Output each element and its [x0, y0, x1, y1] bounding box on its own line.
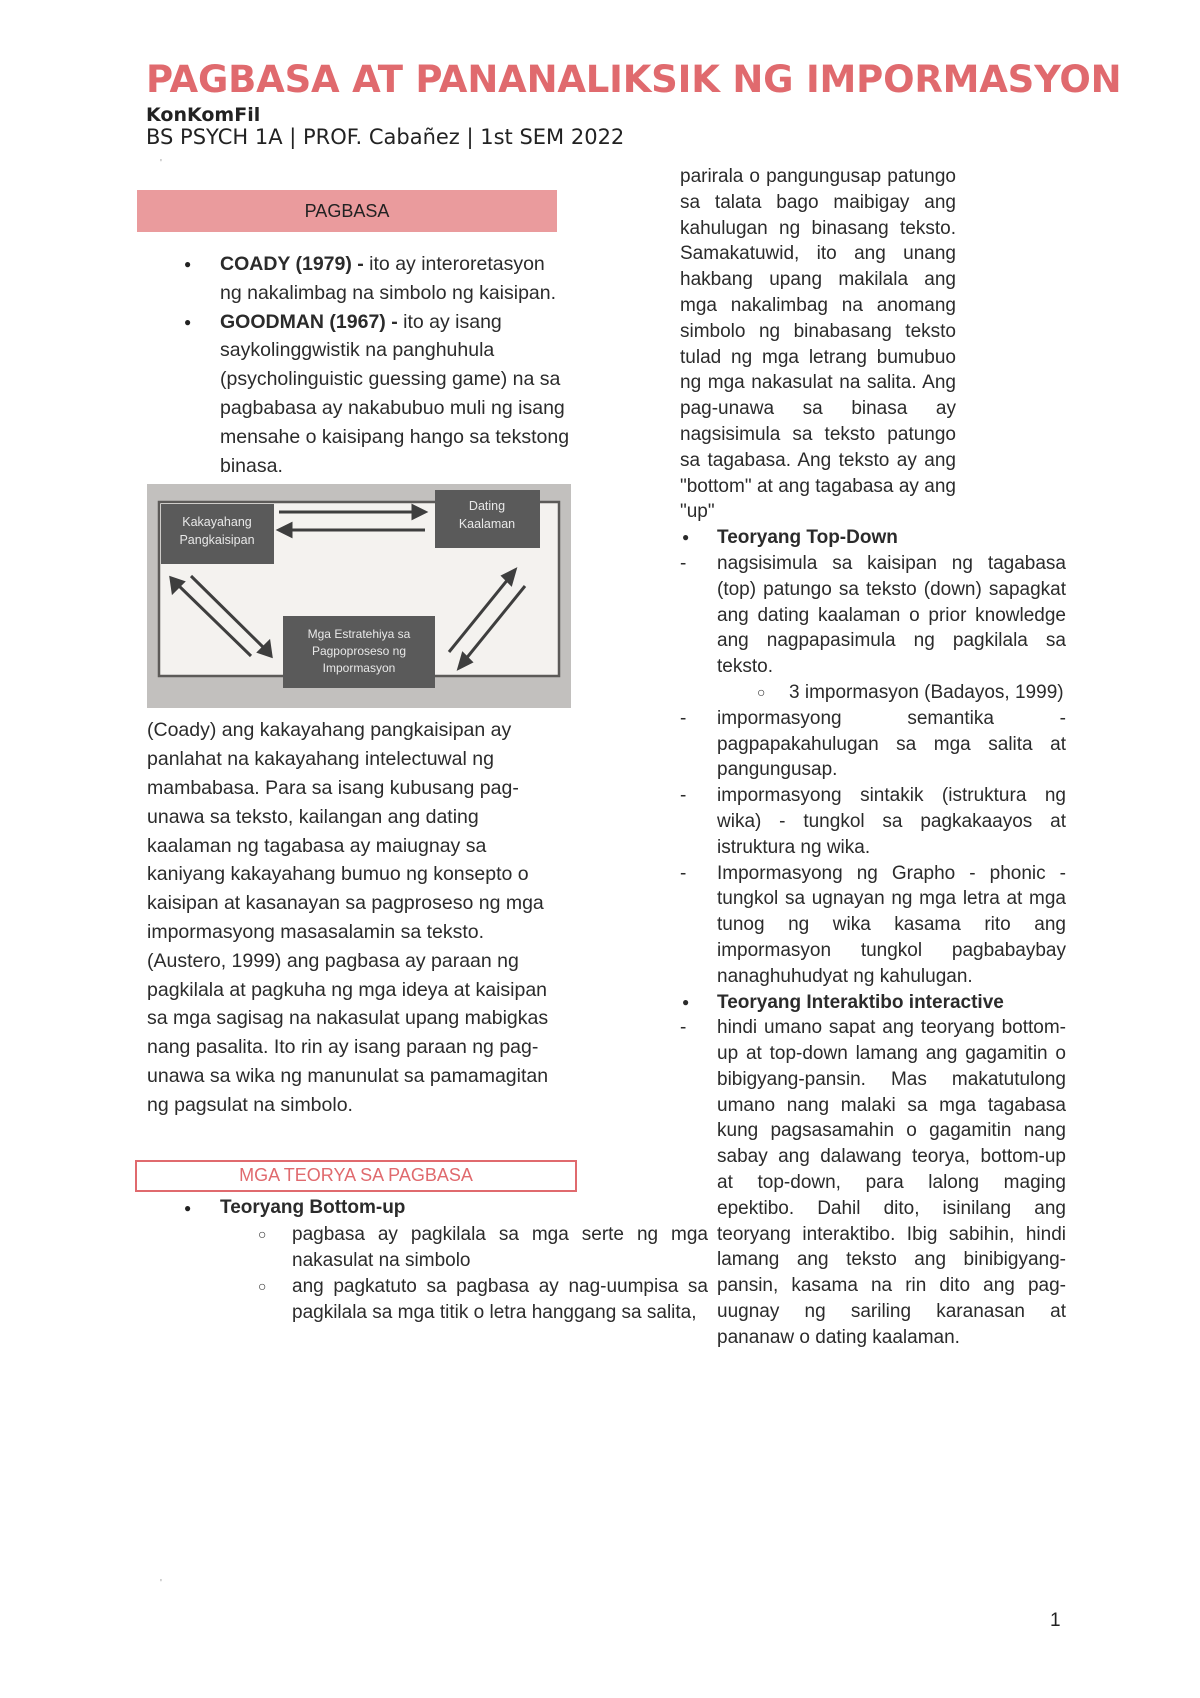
page-number: 1: [1050, 1610, 1061, 1631]
interaktibo-description: - hindi umano sapat ang teoryang bottom-up at top-down lamang ang gagamitin o bibigyang-pansin. Mas makatutulong umano nang malaki sa mga tagabasa kung pagsasamahin o gagamitin nang sabay ang dalawang teorya, bottom-up at top-down, para lalong maging epektibo. Dahil dito, isinilang ang teoryang interaktibo. Ibig sabihin, hindi lamang ang teksto ang binibigyang-pansin, kasama na rin dito ang pag-uugnay ng sariling karanasan at pananaw o dating kaalaman.: [680, 1015, 1066, 1350]
definition-key: GOODMAN (1967) -: [220, 310, 398, 333]
margin-mark: ': [160, 158, 162, 169]
box3-line2: Pagpoproseso ng: [311, 644, 407, 659]
reading-process-diagram: [147, 484, 571, 708]
box1-line1: Kakayahang: [182, 515, 252, 530]
bottom-up-point: ○ pagbasa ay pagkilala sa mga serte ng mga nakasulat na simbolo: [130, 1222, 708, 1274]
theory-bottom-up-heading: ● Teoryang Bottom-up: [130, 1194, 570, 1223]
box2-line2: Kaalaman: [458, 517, 516, 532]
box3-line3: Impormasyon: [322, 661, 396, 676]
definition-list: [130, 250, 570, 480]
top-down-item: - Impormasyong ng Grapho - phonic - tungkol sa ugnayan ng mga letra at mga tunog ng wika kasama rito ang impormasyon tungkol pagbabaybay nanaghuhudyat ng kahulugan.: [680, 861, 1066, 990]
definition-text: ito ay isang saykolinggwistik na panghuhula (psycholinguistic guessing game) na sa pagbabasa ay nakabubuo muli ng isang mensahe o kaisipang hango sa tekstong binasa.: [220, 310, 570, 477]
coady-austero-paragraph: (Coady) ang kakayahang pangkaisipan ay panlahat na kakayahang intelectuwal ng mambabasa. Para sa isang kubusang pag-unawa sa teksto, kailangan ang dating kaalaman ng tagabasa ay maiugnay sa kaniyang kakayahang bumuo ng konsepto o kaisipan at kasanayan sa pagproseso ng mga impormasyong masasalamin sa teksto. (Austero, 1999) ang pagbasa ay paraan ng pagkilala at pagkuha ng mga ideya at kaisipan sa mga sagisag na nakasulat upang mabigkas nang pasalita. Ito rin ay isang paraan ng pag-unawa sa wika ng manunulat sa pamamagitan ng pagsulat na simbolo.: [147, 719, 549, 1116]
theory-interaktibo-heading: ● Teoryang Interaktibo interactive: [680, 990, 1066, 1016]
bottom-up-continuation: parirala o pangungusap patungo sa talata bago maibigay ang kahulugan ng binasang teksto. Samakatuwid, ito ang unang hakbang upang makilala ang mga nakalimbag na anomang simbolo ng binabasang teksto tulad ng mga letrang bumubuo ng mga nakasulat na salita. Ang pag-unawa sa binasa ay nagsisimula sa teksto patungo sa tagabasa. Ang teksto ay ang "bottom" at ang tagabasa ay ang "up": [680, 166, 956, 523]
margin-mark: ': [160, 1578, 162, 1589]
diagram-svg: [147, 484, 571, 708]
left-column: [130, 190, 708, 1326]
definition-item: [130, 250, 570, 308]
box2-line1: Dating: [468, 499, 506, 514]
top-down-item: - impormasyong semantika - pagpapakahulugan sa mga salita at pangungusap.: [680, 706, 1066, 783]
definition-text: ito ay interoretasyon ng nakalimbag na simbolo ng kaisipan.: [220, 253, 557, 304]
section-banner-pagbasa: PAGBASA: [137, 190, 557, 232]
top-down-description: - nagsisimula sa kaisipan ng tagabasa (top) patungo sa teksto (down) sapagkat ang dating kaalaman o prior knowledge ang nagpapasimula ng pagkilala sa teksto.: [680, 551, 1066, 680]
document-title: PAGBASA AT PANANALIKSIK NG IMPORMASYON: [146, 58, 1122, 101]
box3-line1: Mga Estratehiya sa: [307, 627, 411, 642]
definition-key: COADY (1979) -: [220, 253, 364, 275]
bottom-up-point: ○ ang pagkatuto sa pagbasa ay nag-uumpisa sa pagkilala sa mga titik o letra hanggang sa salita,: [130, 1274, 708, 1326]
definition-item: [130, 308, 570, 481]
box1-line2: Pangkaisipan: [179, 533, 255, 548]
top-down-item: - impormasyong sintakik (istruktura ng wika) - tungkol sa pagkakaayos at istruktura ng wika.: [680, 783, 1066, 860]
course-name: KonKomFil: [146, 104, 261, 126]
section-header-teorya: MGA TEORYA SA PAGBASA: [135, 1160, 577, 1192]
theory-top-down-heading: ● Teoryang Top-Down: [680, 525, 1066, 551]
right-column: [680, 164, 1066, 1351]
top-down-subpoint: ○ 3 impormasyon (Badayos, 1999): [680, 680, 1066, 706]
course-meta: BS PSYCH 1A | PROF. Cabañez | 1st SEM 2022: [146, 125, 625, 149]
